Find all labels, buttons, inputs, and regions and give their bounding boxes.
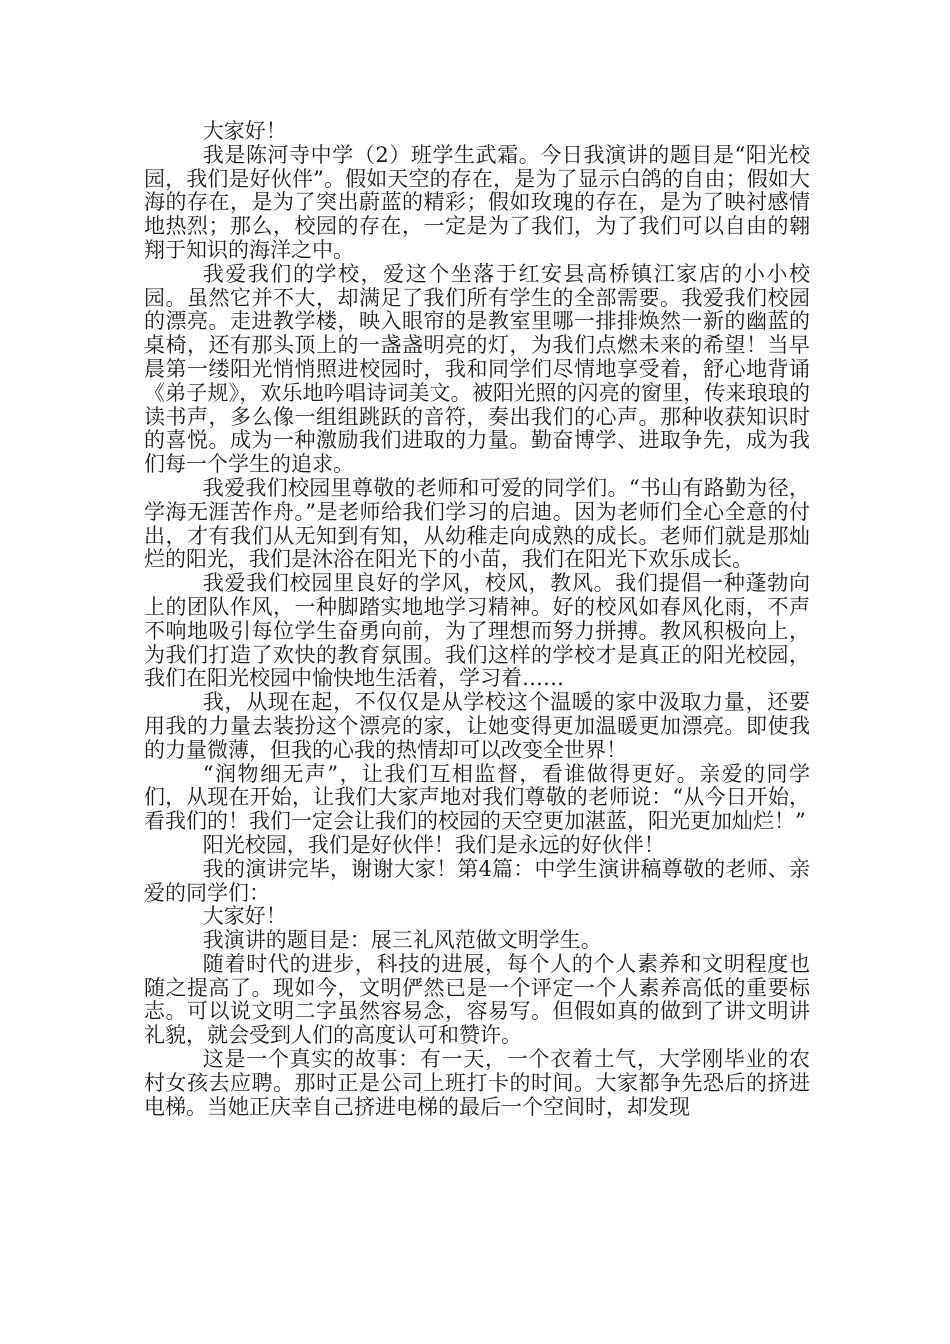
paragraph-slogan: 阳光校园，我们是好伙伴！我们是永远的好伙伴！ xyxy=(202,832,665,857)
paragraph-call-to-action: “润物细无声”，让我们互相监督，看谁做得更好。亲爱的同学们，从现在开始，让我们大家声地对我们尊敬的老师说：“从今日开始，看我们的！我们一定会让我们的校园的天空更加湛蓝，阳光更加灿烂！” xyxy=(144,761,810,834)
paragraph-civility: 随着时代的进步，科技的进展，每个人的个人素养和文明程度也随之提高了。现如今，文明俨然已是一个评定一个人素养高低的重要标志。可以说文明二字虽然容易念，容易写。但假如真的做到了讲文明讲礼貌，就会受到人们的高度认可和赞许。 xyxy=(144,951,810,1048)
paragraph-story: 这是一个真实的故事：有一天，一个衣着土气，大学刚毕业的农村女孩去应聘。那时正是公司上班打卡的时间。大家都争先恐后的挤进电梯。当她正庆幸自己挤进电梯的最后一个空间时，却发现 xyxy=(144,1047,810,1119)
paragraph-commitment: 我，从现在起，不仅仅是从学校这个温暖的家中汲取力量，还要用我的力量去装扮这个漂亮的家，让她变得更加温暖更加漂亮。即使我的力量微薄，但我的心我的热情却可以改变全世界！ xyxy=(144,690,810,762)
paragraph-greeting-2: 大家好！ xyxy=(202,904,287,929)
paragraph-speech-topic: 我演讲的题目是：展三礼风范做文明学生。 xyxy=(202,928,602,953)
paragraph-school: 我爱我们的学校，爱这个坐落于红安县高桥镇江家店的小小校园。虽然它并不大，却满足了我们所有学生的全部需要。我爱我们校园的漂亮。走进教学楼，映入眼帘的是教室里哪一排排焕然一新的幽蓝的桌椅，还有那头顶上的一盏盏明亮的灯，为我们点燃未来的希望！当早晨第一缕阳光悄悄照进校园时，我和同学们尽情地享受着，舒心地背诵《弟子规》，欢乐地吟唱诗词美文。被阳光照的闪亮的窗里，传来琅琅的读书声，多么像一组组跳跃的音符，奏出我们的心声。那种收获知识时的喜悦。成为一种激励我们进取的力量。勤奋博学、进取争先，成为我们每一个学生的追求。 xyxy=(144,261,810,477)
document-body xyxy=(144,120,810,1119)
paragraph-closing-and-next-title: 我的演讲完毕，谢谢大家！第4篇：中学生演讲稿尊敬的老师、亲爱的同学们： xyxy=(144,856,810,905)
paragraph-greeting: 大家好！ xyxy=(202,119,287,143)
paragraph-teachers: 我爱我们校园里尊敬的老师和可爱的同学们。“书山有路勤为径，学海无涯苦作舟。”是老师给我们学习的启迪。因为老师们全心全意的付出，才有我们从无知到有知，从幼稚走向成熟的成长。老师们就是那灿烂的阳光，我们是沐浴在阳光下的小苗，我们在阳光下欢乐成长。 xyxy=(144,475,810,572)
paragraph-school-spirit: 我爱我们校园里良好的学风，校风，教风。我们提倡一种蓬勃向上的团队作风，一种脚踏实地地学习精神。好的校风如春风化雨，不声不响地吸引每位学生奋勇向前，为了理想而努力拼搏。教风积极向上，为我们打造了欢快的教育氛围。我们这样的学校才是真正的阳光校园，我们在阳光校园中愉快地生活着，学习着…… xyxy=(144,571,810,691)
paragraph-intro: 我是陈河寺中学（2）班学生武霜。今日我演讲的题目是“阳光校园，我们是好伙伴”。假如天空的存在，是为了显示白鸽的自由；假如大海的存在，是为了突出蔚蓝的精彩；假如玫瑰的存在，是为了映衬感情地热烈；那么，校园的存在，一定是为了我们，为了我们可以自由的翱翔于知识的海洋之中。 xyxy=(144,142,810,262)
